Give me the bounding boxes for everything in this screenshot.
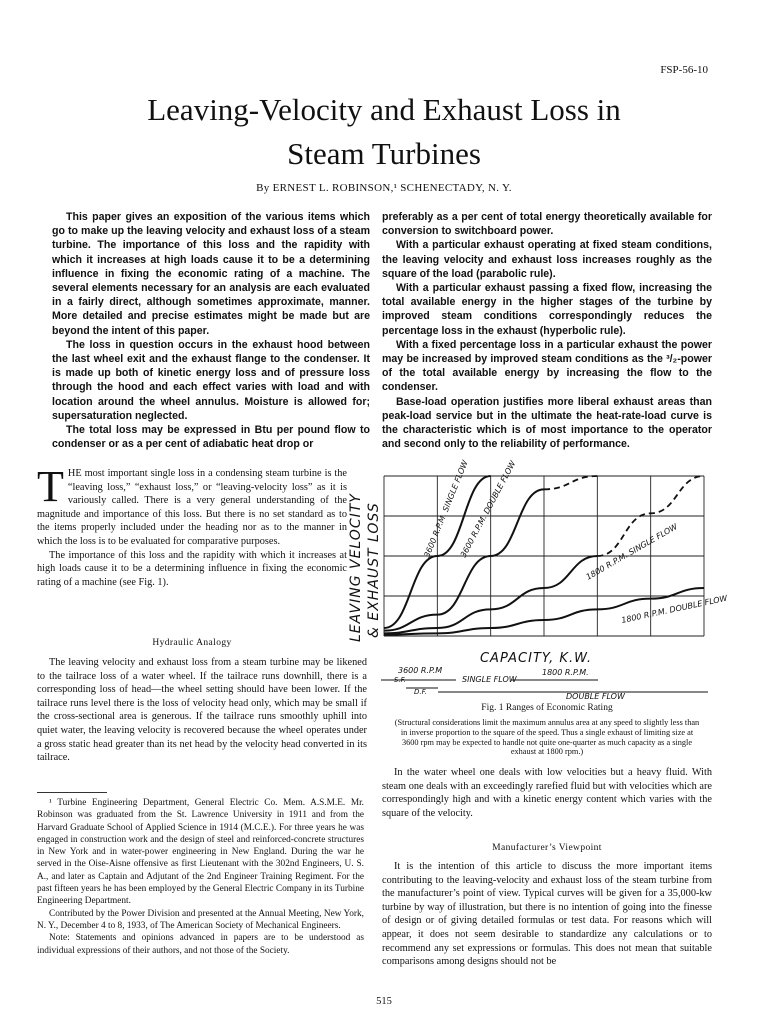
range-label-3600: 3600 R.P.M [398, 666, 443, 675]
right-body-text [382, 766, 712, 820]
abstract-paragraph: The loss in question occurs in the exhaust hood between the last wheel exit and the exhaust flange to the condenser. It is made up both of kinetic energy loss and of pressure loss through the hood and each effect varies with load and with location around the wheel annulus. Moisture is allowed for; supersaturation neglected. [52, 338, 370, 422]
x-axis-label: CAPACITY, K.W. [479, 651, 593, 666]
title-line-1: Leaving-Velocity and Exhaust Loss in [147, 92, 621, 127]
footnote: ¹ Turbine Engineering Department, General Electric Co. Mem. A.S.M.E. Mr. Robinson was graduated from the St. Lawrence University in 1911 and from the Harvard Graduate School of Applied Science in 1914 (M.C.E.). For three years he was engaged in construction work and the design of steel and reinforced-concrete structures in New York and in water-power engineering in New England. During the war he served in the Oise-Aisne offensive as first Lieutenant with the 302nd Engineers, U. S. A., and later as Captain and Adjutant of the 2nd Engineer Training Regiment. For the past fifteen years he has been employed by the General Electric Company in its Turbine Engineering Department. [37, 798, 364, 907]
body-paragraph: It is the intention of this article to discuss the more important items contributing to the leaving-velocity and exhaust loss of the steam turbine from the manufacturer’s point of view. Typical curves will be given for a 35,000-kw turbine by way of illustration, but there is no intention of going into the finesse of design or of giving detailed formulas or test data. For reasons which will appear, it does not seem desirable to standardize any calculations or to recommend any set expressions or formulas. This does not mean that suitable comparisons among designs should not be [382, 861, 712, 968]
range-label-single: SINGLE FLOW [462, 675, 517, 684]
abstract-paragraph: preferably as a per cent of total energy theoretically available for conversion to switchboard power. [382, 211, 712, 238]
series-line-dashed [544, 476, 597, 489]
section-heading-hydraulic: Hydraulic Analogy [152, 638, 232, 648]
intro-section [37, 462, 347, 589]
y-axis-label-line-1: LEAVING VELOCITY [348, 493, 364, 642]
footnote: Contributed by the Power Division and presented at the Annual Meeting, New York, N. Y., December 4 to 8, 1933, of The American Society of Mechanical Engineers. [37, 908, 364, 931]
footnote: Note: Statements and opinions advanced in papers are to be understood as individual expressions of their authors, and not those of the Society. [37, 933, 364, 956]
series-line-solid [384, 489, 544, 630]
figure-1-chart [336, 458, 729, 706]
drop-cap: T [37, 462, 64, 511]
abstract-paragraph: The total loss may be expressed in Btu per pound flow to condenser or as a per cent of adiabatic heat drop or [52, 424, 370, 451]
figure-note: (Structural considerations limit the maximum annulus area at any speed to slightly less than in inverse proportion to the square of the speed. Thus a single exhaust of limiting size at 3600 rpm may be expected to handle not quite one-quarter as much capacity as a single exhaust at 1800 rpm.) [394, 718, 700, 757]
abstract-paragraph: Base-load operation justifies more liberal exhaust areas than peak-load service but in the ultimate the heat-rate-load curve is the characteristic which is of most importance to the operator and second only to the reliability of performance. [382, 395, 712, 451]
section-heading-manufacturer: Manufacturer’s Viewpoint [492, 843, 602, 853]
title-line-2: Steam Turbines [287, 136, 481, 171]
intro-paragraph: The importance of this loss and the rapidity with which it increases at high loads cause it to be a determining influence in fixing the economic rating of a machine (see Fig. 1). [37, 549, 347, 588]
abstract-left-column [52, 210, 370, 451]
footnote-rule [37, 792, 107, 793]
paper-title [0, 88, 768, 176]
intro-paragraph: HE most important single loss in a condensing steam turbine is the “leaving loss,” “exhaust loss,” or “leaving-velocity loss” as it is variously called. There is a very general understanding of the magnitude and importance of this loss. But there is no set standard as to the items properly included under the heading nor as to the manner in which the loss is to be evaluated for comparative purposes. [37, 468, 347, 547]
range-label-sf: S.F. [394, 676, 407, 684]
body-paragraph: In the water wheel one deals with low velocities but a heavy fluid. With steam one deals with an exceedingly rarefied fluid but with velocities which are correspondingly high and with a kinetic energy content which varies with the square of the velocity. [382, 767, 712, 819]
curve-label-3600-single: 3600 R.P.M. SINGLE FLOW [422, 458, 470, 559]
page-identifier: FSP-56-10 [660, 64, 708, 76]
curve-label-1800-single: 1800 R.P.M. SINGLE FLOW [584, 521, 680, 582]
abstract-paragraph: This paper gives an exposition of the various items which go to make up the leaving velocity and exhaust loss of a steam turbine. The importance of this loss and the rapidity with which it increases at high loads cause it to be a determining influence in fixing the economic rating of a machine. The several elements necessary for an analysis are each evaluated in a fairly direct, although sometimes approximate, manner. More detailed and precise estimates might be made but are beyond the intent of this paper. [52, 211, 370, 337]
abstract-paragraph: With a fixed percentage loss in a particular exhaust the power may be increased by improved steam conditions as the ³/₂-power of the total available energy by increasing the flow to the condenser. [382, 338, 712, 394]
author-byline: By ERNEST L. ROBINSON,¹ SCHENECTADY, N. Y. [256, 182, 512, 194]
page-number: 515 [376, 996, 392, 1007]
curve-label-1800-double: 1800 R.P.M. DOUBLE FLOW [620, 593, 729, 625]
y-axis-label [348, 493, 382, 642]
abstract-paragraph: With a particular exhaust operating at fixed steam conditions, the leaving velocity and exhaust loss increases roughly as the square of the load (parabolic rule). [382, 239, 712, 280]
hydraulic-paragraph: The leaving velocity and exhaust loss from a steam turbine may be likened to the tailrace loss of a water wheel. If the tailrace runs downhill, there is a corresponding loss of head—the wheel setting should have been lower. If the tailrace runs level there is the loss of velocity head only, which may be small if the cross-sectional area is generous. If the tailrace runs smoothly uphill into quiet water, the leaving velocity is recovered because the wheel operates under a gross static head greater than its net head by the velocity head converted in its tailrace. [37, 657, 367, 764]
footnotes [37, 797, 364, 957]
curve-label-3600-double: 3600 R.P.M. DOUBLE FLOW [458, 459, 518, 559]
range-label-df: D.F. [414, 688, 427, 696]
y-axis-label-line-2: & EXHAUST LOSS [366, 502, 382, 638]
figure-caption: Fig. 1 Ranges of Economic Rating [481, 703, 613, 713]
range-label-1800: 1800 R.P.M. [542, 668, 589, 677]
abstract-right-column [382, 210, 712, 451]
hydraulic-section [37, 656, 367, 765]
manufacturer-section [382, 860, 712, 969]
abstract-paragraph: With a particular exhaust passing a fixed flow, increasing the total available energy in the higher stages of the turbine by improved steam conditions correspondingly reduces the percentage loss in the exhaust (hyperbolic rule). [382, 282, 712, 337]
curve-labels [423, 458, 730, 625]
capacity-ranges [381, 666, 708, 701]
range-label-double: DOUBLE FLOW [566, 692, 625, 701]
